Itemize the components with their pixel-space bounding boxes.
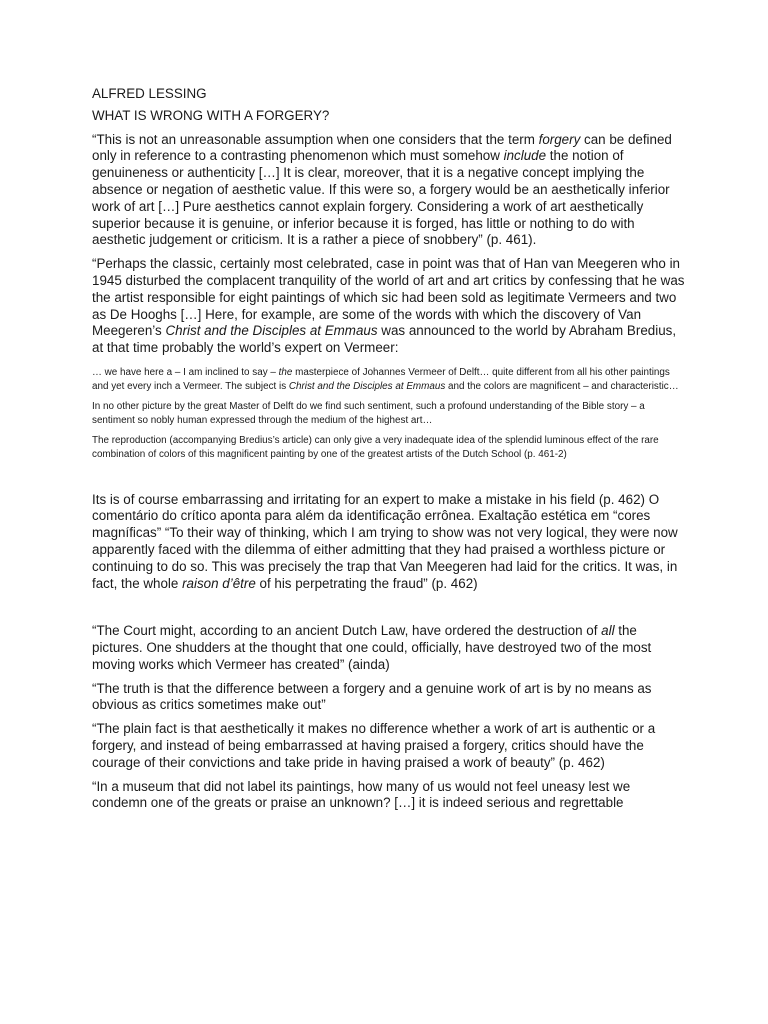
italic-term-include: include [503, 148, 547, 164]
text-run: of his perpetrating the fraud” (p. 462) [255, 575, 478, 591]
text-run: … we have here a – I am inclined to say – [92, 366, 279, 378]
italic-word-the: the [278, 366, 293, 378]
block-quote-2: In no other picture by the great Master of Delft do we find such sentiment, such a profound understanding of the Bible story – a sentiment so nobly human expressed through the medium of the highest art… [92, 401, 645, 426]
block-quote-3: The reproduction (accompanying Bredius’s article) can only give a very inadequate idea of the splendid luminous effect of the rare combination of colors of this magnificent painting by one of the greatest artists of the Dutch School (p. 461-2) [92, 435, 659, 460]
text-run: Its is of course embarrassing and irritating for an expert to make a mistake in his field (p. 462) O comentário do crítico aponta para além da identificação errônea. Exaltação estética em “cores magníficas” “To their way of thinking, which I am trying to show was not very logical, they were now apparently faced with the dilemma of either admitting that they had praised a worthless picture or continuing to do so. This was precisely the trap that Van Meegeren had laid for the critics. It was, in fact, the whole [92, 491, 678, 591]
text-run: “This is not an unreasonable assumption when one considers that the term [92, 131, 539, 147]
italic-word-all: all [601, 623, 615, 639]
text-run: masterpiece of Johannes Vermeer of Delft… quite different from all his other paintings and yet every inch a Vermeer. The subject is [92, 366, 670, 392]
paragraph-4 [92, 623, 687, 673]
paragraph-2 [92, 256, 687, 357]
italic-painting-title: Christ and the Disciples at Emmaus [165, 323, 378, 339]
document-title: WHAT IS WRONG WITH A FORGERY? [92, 107, 330, 123]
author-heading: ALFRED LESSING [92, 86, 207, 101]
paragraph-6: “The plain fact is that aesthetically it makes no difference whether a work of art is authentic or a forgery, and instead of being embarrassed at having praised a forgery, critics should have the courage of their convictions and take pride in having praised a work of beauty” (p. 462) [92, 721, 656, 770]
text-run: “The Court might, according to an ancient Dutch Law, have ordered the destruction of [92, 623, 602, 639]
italic-phrase-raison-detre: raison d’être [182, 575, 256, 591]
paragraph-3 [92, 492, 687, 593]
text-run: the notion of genuineness or authenticity […] It is clear, moreover, that it is a negative concept implying the absence or negation of aesthetic value. If this were so, a forgery would be an aesthetically inferior work of art […] Pure aesthetics cannot explain forgery. Considering a work of art aesthetically superior because it is genuine, or inferior because it is forged, has little or nothing to do with aesthetic judgement or criticism. It is a rather a piece of snobbery” (p. 461). [92, 148, 670, 248]
italic-painting-title: Christ and the Disciples at Emmaus [288, 380, 446, 392]
text-run: the pictures. One shudders at the thought that one could, officially, have destroyed two of the most moving works which Vermeer has created” (ainda) [92, 623, 652, 672]
paragraph-5: “The truth is that the difference between a forgery and a genuine work of art is by no means as obvious as critics sometimes make out” [92, 680, 652, 713]
block-quote-1 [92, 366, 687, 393]
text-run: was announced to the world by Abraham Bredius, at that time probably the world’s expert on Vermeer: [92, 323, 677, 356]
document-page [92, 86, 687, 812]
text-run: can be defined only in reference to a contrasting phenomenon which must somehow [92, 131, 672, 164]
paragraph-1 [92, 132, 687, 250]
text-run: “Perhaps the classic, certainly most celebrated, case in point was that of Han van Meegeren who in 1945 disturbed the complacent tranquility of the world of art and art critics by confessing that he was the artist responsible for eight paintings of which sic had been sold as legitimate Vermeers and two as De Hooghs […] Here, for example, are some of the words with which the discovery of Van Meegeren’s [92, 256, 685, 339]
text-run: and the colors are magnificent – and characteristic… [445, 380, 679, 392]
paragraph-7: “In a museum that did not label its paintings, how many of us would not feel uneasy lest we condemn one of the greats or praise an unknown? […] it is indeed serious and regrettable [92, 778, 631, 811]
italic-term-forgery: forgery [538, 131, 581, 147]
